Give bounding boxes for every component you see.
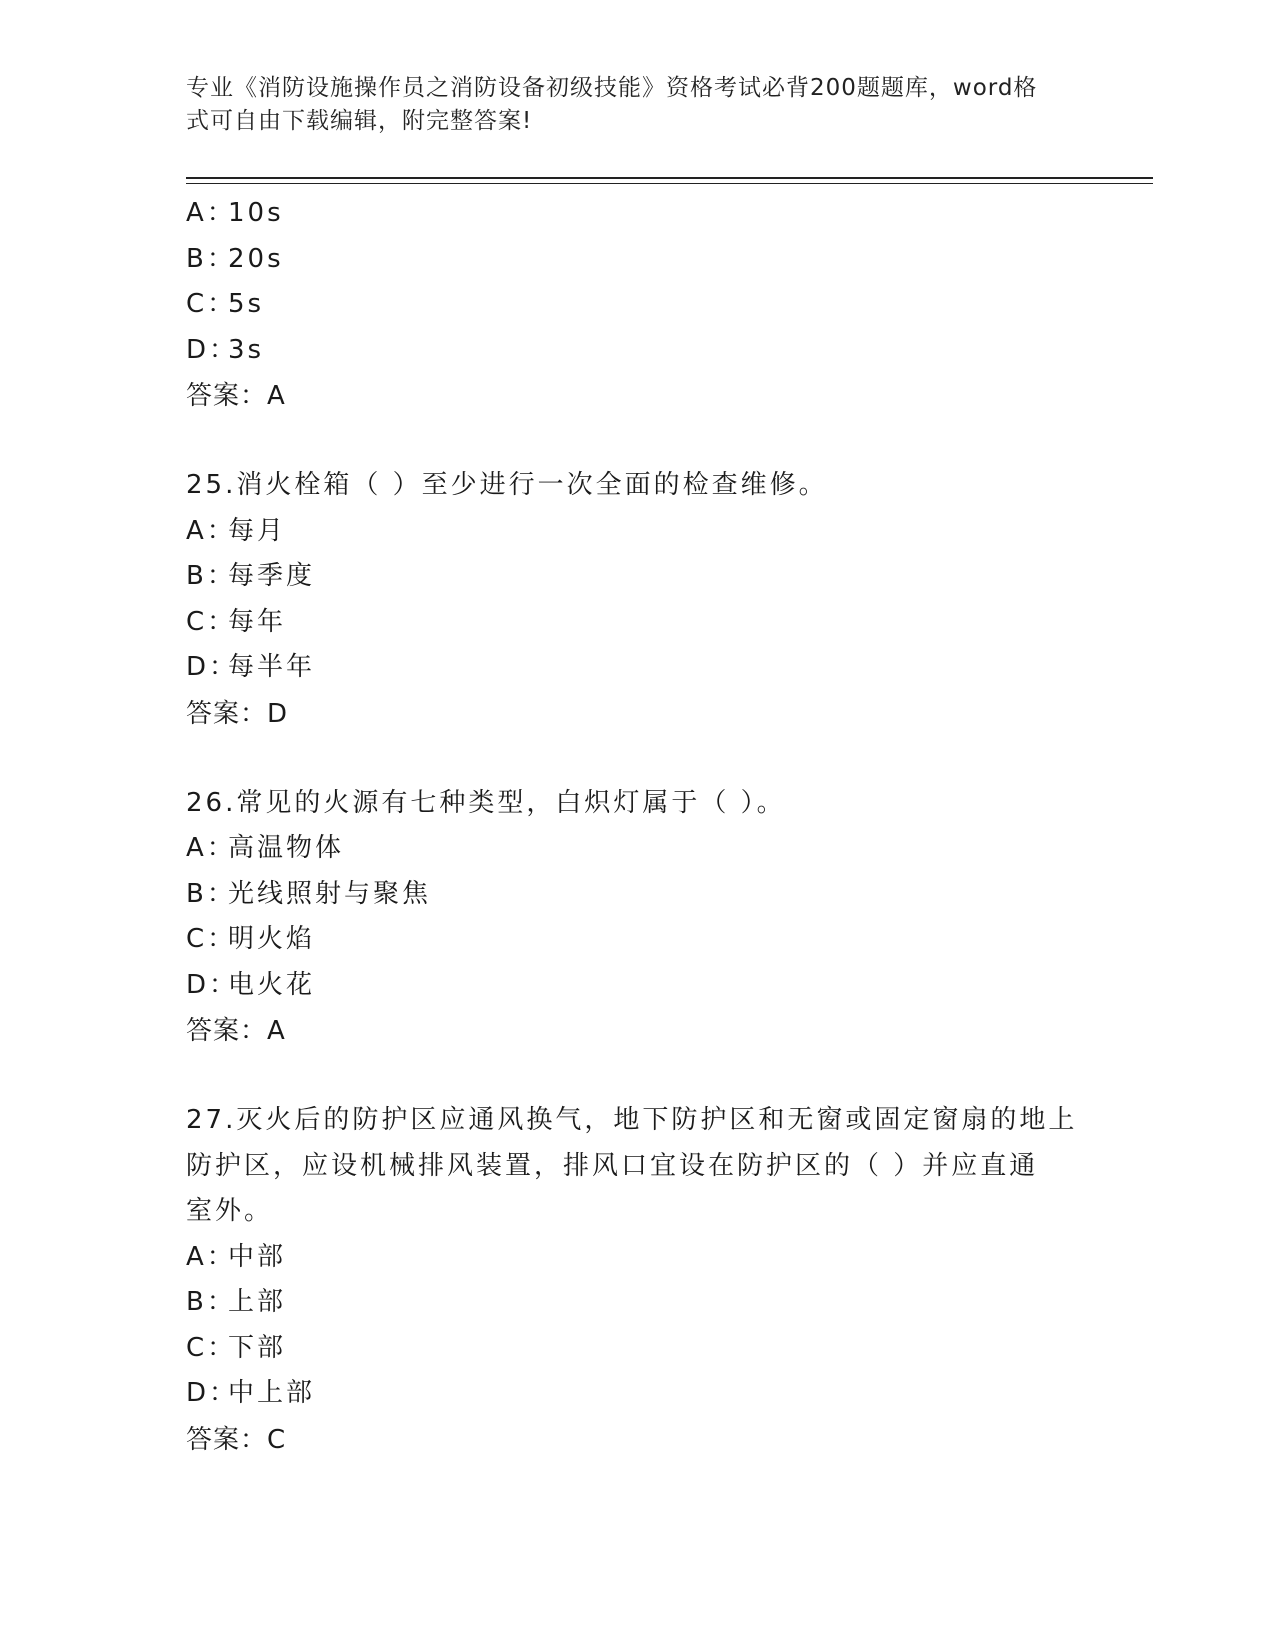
question-26-block <box>186 781 1086 1055</box>
option-b: B：20s <box>186 243 284 274</box>
answer-line: 答案：A <box>186 381 286 411</box>
question-body <box>186 191 1086 1463</box>
option-c: C：5s <box>186 289 265 319</box>
document-header <box>186 72 1066 138</box>
option-d: D：每半年 <box>186 652 316 682</box>
prev-question-block <box>186 191 1086 419</box>
spacer <box>186 1054 1086 1098</box>
header-title-line-2: 式可自由下载编辑，附完整答案! <box>186 108 533 134</box>
option-b: B：上部 <box>186 1287 287 1317</box>
option-a: A：每月 <box>186 515 287 546</box>
answer-line: 答案：A <box>186 1016 286 1046</box>
answer-line: 答案：D <box>186 698 289 729</box>
option-a: A：10s <box>186 198 284 228</box>
option-c: C：每年 <box>186 606 287 637</box>
option-a: A：中部 <box>186 1241 287 1272</box>
option-d: D：电火花 <box>186 969 316 1000</box>
question-stem-line-2: 防护区，应设机械排风装置，排风口宜设在防护区的（ ）并应直通 <box>186 1150 1039 1181</box>
option-a: A：高温物体 <box>186 833 345 863</box>
spacer <box>186 419 1086 463</box>
option-c: C：下部 <box>186 1332 287 1363</box>
option-d: D：3s <box>186 334 265 365</box>
question-stem: 25.消火栓箱（ ）至少进行一次全面的检查维修。 <box>186 470 828 500</box>
question-stem-line-3: 室外。 <box>186 1196 274 1226</box>
header-title-line-1: 专业《消防设施操作员之消防设备初级技能》资格考试必背200题题库，word格 <box>186 75 1038 101</box>
option-b: B：每季度 <box>186 561 316 591</box>
spacer <box>186 737 1086 781</box>
answer-line: 答案：C <box>186 1424 287 1455</box>
question-27-block <box>186 1098 1086 1463</box>
question-stem: 26.常见的火源有七种类型，白炽灯属于（ ）。 <box>186 787 786 818</box>
option-d: D：中上部 <box>186 1378 316 1408</box>
option-b: B：光线照射与聚焦 <box>186 878 432 909</box>
header-rule-thin <box>186 183 1153 184</box>
option-c: C：明火焰 <box>186 924 316 954</box>
question-stem-line-1: 27.灭火后的防护区应通风换气，地下防护区和无窗或固定窗扇的地上 <box>186 1105 1078 1135</box>
question-25-block <box>186 463 1086 737</box>
header-rule-thick <box>186 177 1153 179</box>
